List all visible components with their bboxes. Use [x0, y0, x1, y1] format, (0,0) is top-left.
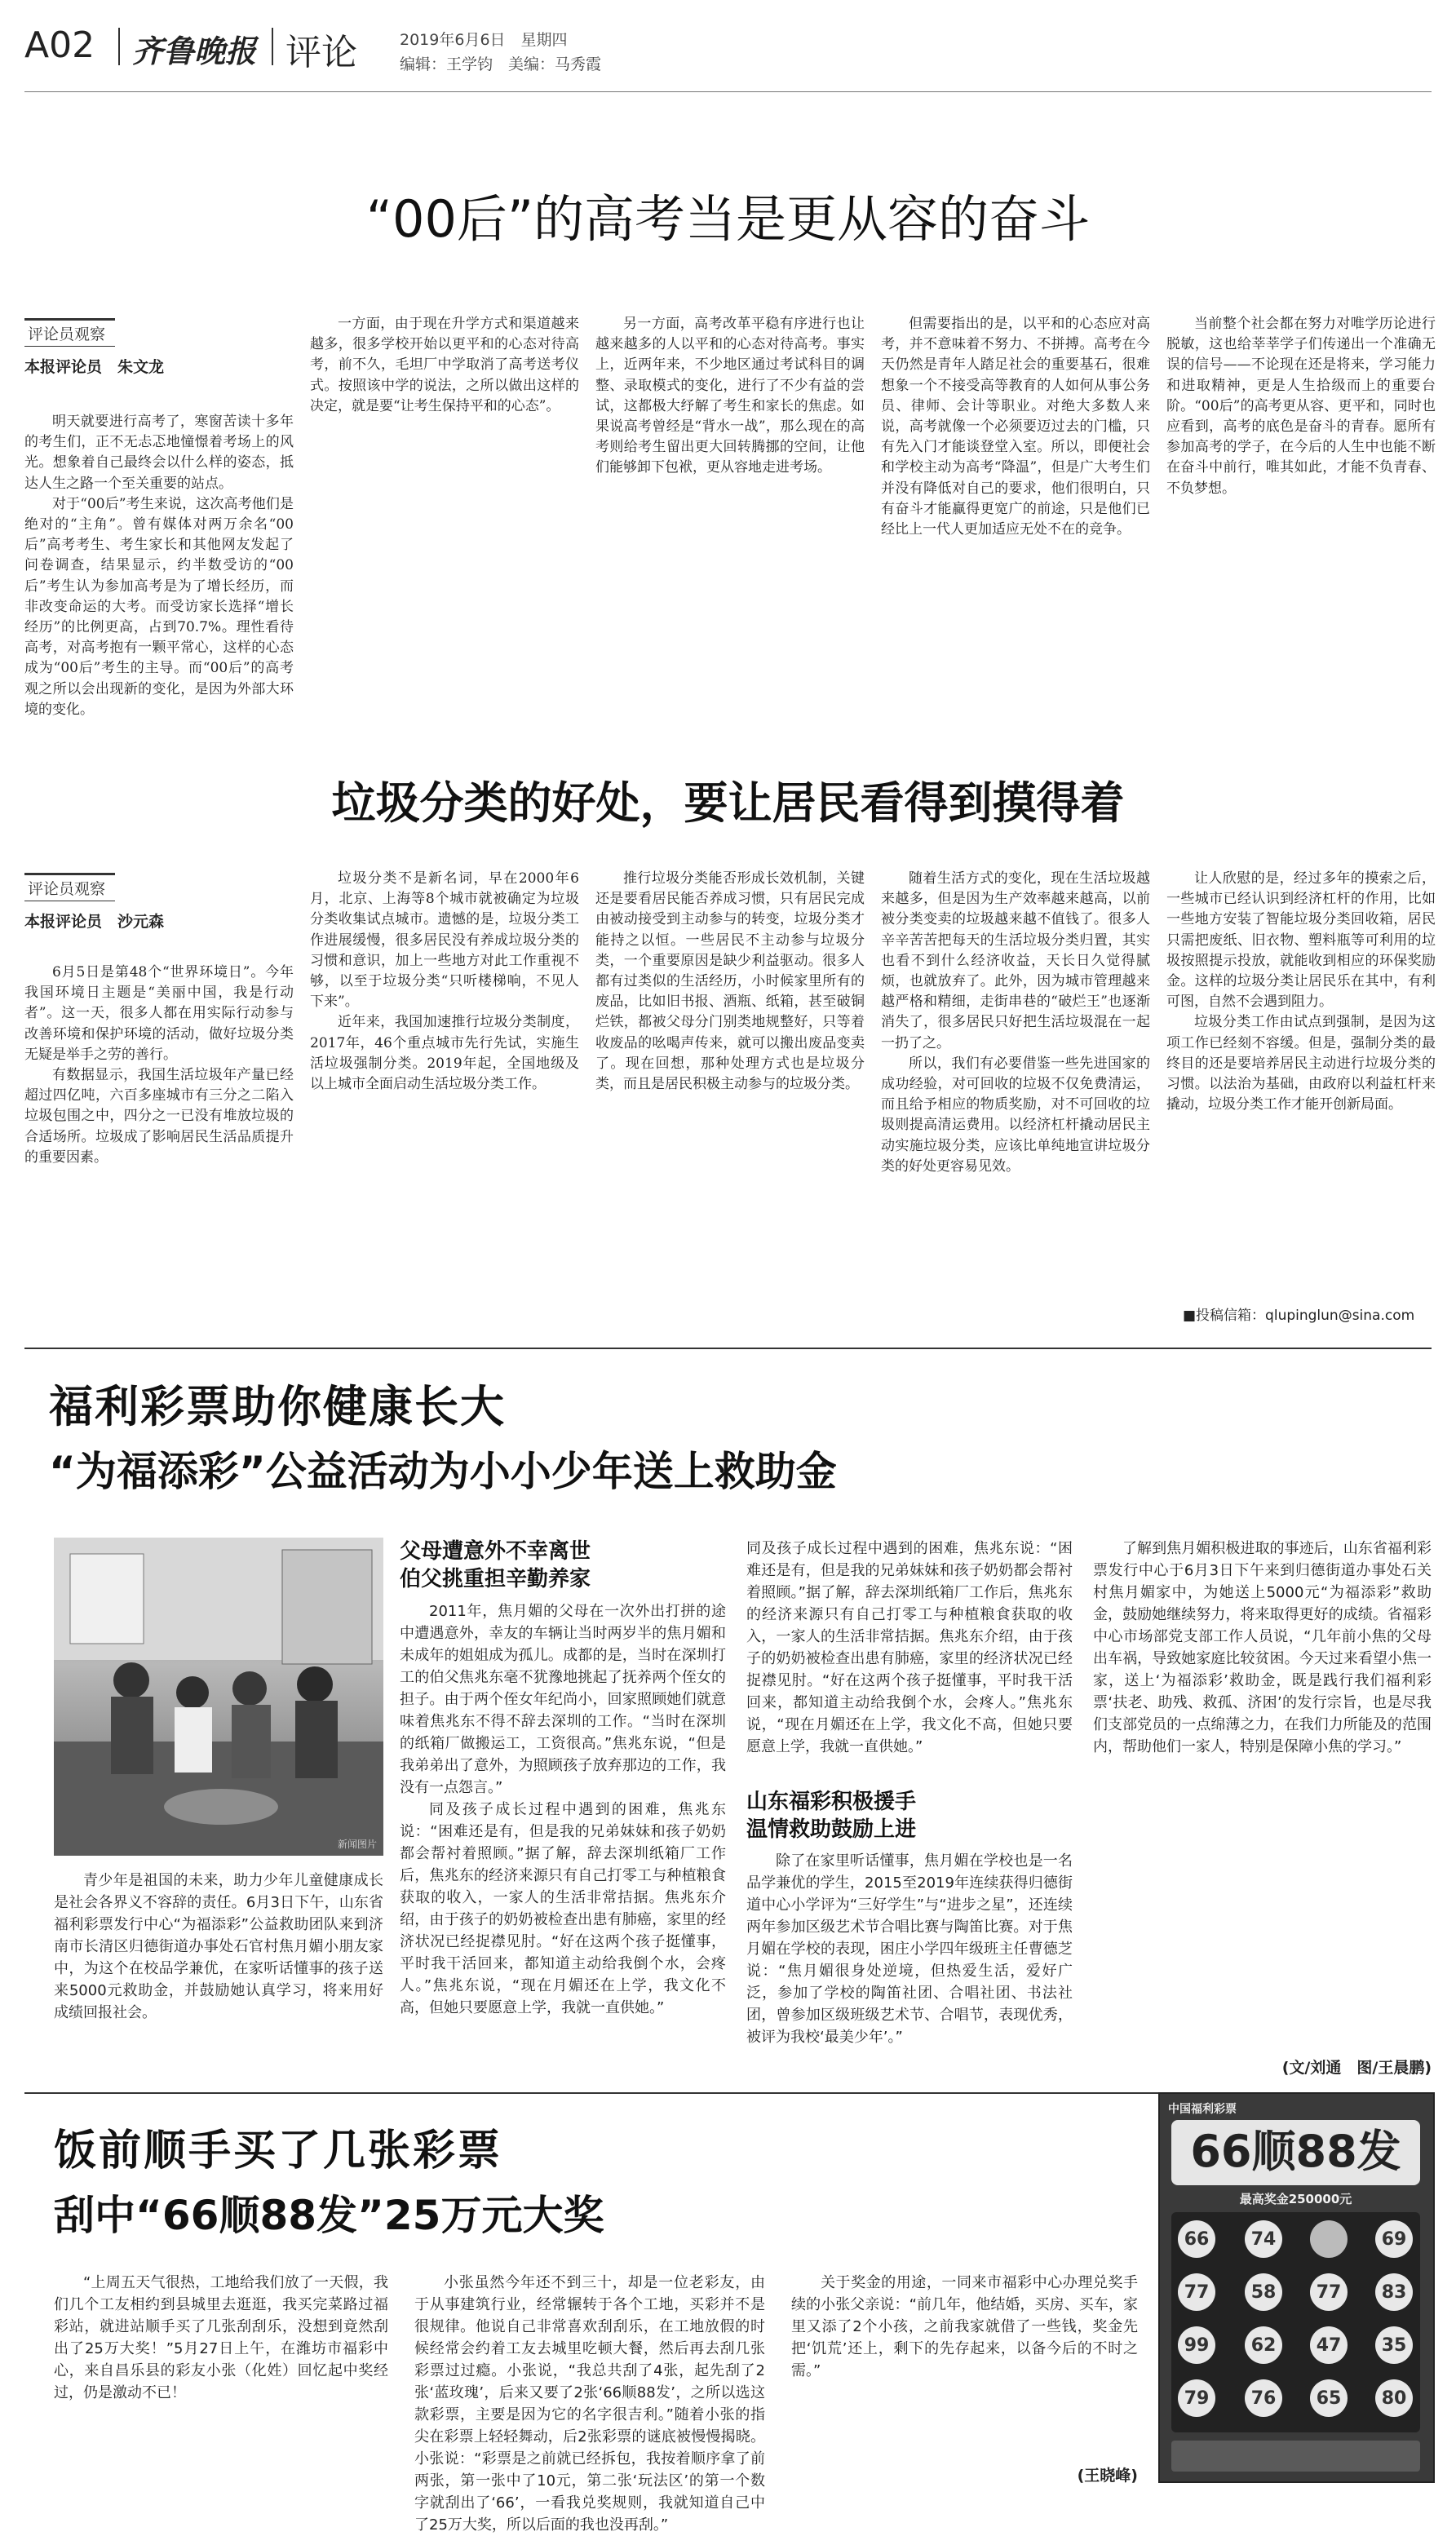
article2-col-5	[1166, 869, 1436, 1293]
paragraph: “上周五天气很热，工地给我们放了一天假，我们几个工友相约到县城里去逛逛，我买完菜路过福彩站，就进站顺手买了几张刮刮乐，没想到竟然刮出了25万大奖！”5月27日上午，在潍坊市福彩中心，来自昌乐县的彩友小张（化姓）回忆起中奖经过，仍是激动不已！	[54, 2274, 388, 2401]
paragraph: 明天就要进行高考了，寒窗苦读十多年的考生们，正不无忐忑地憧憬着考场上的风光。想象着自己最终会以什么样的姿态，抵达人生之路一个至关重要的站点。	[24, 414, 294, 492]
paragraph: 关于奖金的用途，一同来市福彩中心办理兑奖手续的小张父亲说：“前几年，他结婚，买房、买车，家里又添了2个小孩，之前我家就借了一些钱，奖金先把‘饥荒’还上，剩下的先存起来，以备今后的不时之需。”	[791, 2274, 1138, 2379]
paragraph: 2011年，焦月媚的父母在一次外出打拼的途中遭遇意外，幸友的车辆让当时两岁半的焦月媚和未成年的姐姐成为孤儿。成都的是，当时在深圳打工的伯父焦兆东毫不犹豫地挑起了抚养两个侄女的担子。由于两个侄女年纪尚小，回家照顾她们就意味着焦兆东不得不辞去深圳的工作。“当时在深圳的纸箱厂做搬运工，工资很高。”焦兆东说，“但是我弟弟出了意外，为照顾孩子放弃那边的工作，我没有一点怨言。”	[400, 1603, 726, 1796]
ticket-number: 65	[1310, 2379, 1348, 2417]
article3-subhead2	[746, 1788, 1073, 1843]
ticket-number: 77	[1178, 2273, 1215, 2311]
paragraph: 一方面，由于现在升学方式和渠道越来越多，很多学校开始以更平和的心态对待高考，前不久，毛坦厂中学取消了高考送考仪式。按照该中学的说法，之所以做出这样的决定，就是要“让考生保持平和的心态”。	[310, 316, 579, 414]
paragraph: 近年来，我国加速推行垃圾分类制度，2017年，46个重点城市先行先试，实施生活垃圾强制分类。2019年起，全国地级及以上城市全面启动生活垃圾分类工作。	[310, 1014, 579, 1093]
article3-col-2	[400, 1600, 726, 2080]
ticket-number: 47	[1310, 2326, 1348, 2364]
paragraph: 对于“00后”考生来说，这次高考他们是绝对的“主角”。曾有媒体对两万余名“00后”高考考生、考生家长和其他网友发起了问卷调查，结果显示，约半数受访的“00后”考生认为参加高考是为了增长经历，而非改变命运的大考。而受访家长选择“增长经历”的比例更高，占到70.7%。理性看待高考，对高考抱有一颗平常心，这样的心态成为“00后”考生的主导。而“00后”的高考观之所以会出现新的变化，是因为外部大环境的变化。	[24, 495, 294, 718]
ticket-brand: 中国福利彩票	[1168, 2103, 1237, 2116]
ticket-footer	[1171, 2441, 1420, 2472]
ticket-number: 58	[1245, 2273, 1282, 2311]
paragraph: 同及孩子成长过程中遇到的困难，焦兆东说：“困难还是有，但是我的兄弟妹妹和孩子奶奶都会帮衬着照顾。”据了解，辞去深圳纸箱厂工作后，焦兆东的经济来源只有自己打零工与种植粮食获取的收入，一家人的生活非常拮据。焦兆东介绍，由于孩子的奶奶被检查出患有肺癌，家里的经济状况已经捉襟见肘。“好在这两个孩子挺懂事，平时我干活回来，都知道主动给我倒个水，会疼人。”焦兆东说，“现在月媚还在上学，我文化不高，但她只要愿意上学，我就一直供她。”	[400, 1801, 726, 2016]
article2-col-3	[595, 869, 865, 1338]
news-photo	[54, 1538, 383, 1856]
ticket-number: 62	[1245, 2326, 1282, 2364]
article3-headline-line1: 福利彩票助你健康长大	[49, 1381, 506, 1432]
article1-col-4	[881, 314, 1150, 657]
issue-date: 2019年6月6日 星期四	[400, 31, 568, 49]
article3-col-4	[1093, 1538, 1432, 2053]
ticket-title-panel	[1171, 2120, 1420, 2185]
ticket-number: 99	[1178, 2326, 1215, 2364]
ticket-number: 83	[1375, 2273, 1413, 2311]
article1-col-1	[24, 412, 294, 718]
article4-headline-line1: 饭前顺手买了几张彩票	[54, 2127, 503, 2175]
article3-col-3b	[746, 1850, 1073, 2080]
photo-caption: 新闻图片	[337, 1839, 377, 1850]
paragraph: 了解到焦月媚积极进取的事迹后，山东省福利彩票发行中心于6月3日下午来到归德街道办事处石关村焦月媚家中，为她送上5000元“为福添彩”救助金，鼓励她继续努力，将来取得更好的成绩。省福彩中心市场部党支部工作人员说，“几年前小焦的父母出车祸，导致她家庭比较贫困。今天过来看望小焦一家，送上‘为福添彩’救助金，既是践行我们福利彩票‘扶老、助残、救孤、济困’的发行宗旨，也是尽我们支部党员的一点绵薄之力，在我们力所能及的范围内，帮助他们一家人，特别是保障小焦的学习。”	[1093, 1540, 1432, 1755]
article2-col-4	[881, 869, 1150, 1338]
header-divider	[118, 28, 120, 65]
editors-line: 编辑：王学钧 美编：马秀霞	[400, 55, 602, 73]
header-rule	[24, 91, 1432, 92]
article1-headline: “00后”的高考当是更从容的奋斗	[365, 189, 1091, 249]
ticket-number: 80	[1375, 2379, 1413, 2417]
paper-logo: 齐鲁晚报	[132, 33, 257, 69]
article4-col-3	[791, 2272, 1138, 2459]
author-name: 本报评论员 朱文龙	[24, 358, 165, 376]
paragraph: 同及孩子成长过程中遇到的困难，焦兆东说：“困难还是有，但是我的兄弟妹妹和孩子奶奶都会帮衬着照顾。”据了解，辞去深圳纸箱厂工作后，焦兆东的经济来源只有自己打零工与种植粮食获取的收入，一家人的生活非常拮据。焦兆东介绍，由于孩子的奶奶被检查出患有肺癌，家里的经济状况已经捉襟见肘。“好在这两个孩子挺懂事，平时我干活回来，都知道主动给我倒个水，会疼人。”焦兆东说，“现在月媚还在上学，我文化不高，但她只要愿意上学，我就一直供她。”	[746, 1540, 1073, 1755]
column-tag: 评论员观察	[24, 873, 115, 901]
page-header	[0, 0, 1456, 94]
paragraph: 所以，我们有必要借鉴一些先进国家的成功经验，对可回收的垃圾不仅免费清运，而且给予相应的物质奖励，对不可回收的垃圾则提高清运费用。以经济杠杆撬动居民主动实施垃圾分类，应该比单纯地宣讲垃圾分类的好处更容易见效。	[881, 1055, 1150, 1175]
lottery-ticket	[1158, 2092, 1435, 2483]
paragraph: 垃圾分类工作由试点到强制，是因为这项工作已经刻不容缓。但是，强制分类的最终目的还是要培养居民主动进行垃圾分类的习惯。以法治为基础，由政府以利益杠杆来撬动，垃圾分类工作才能开创新局面。	[1166, 1014, 1436, 1113]
subhead-line: 山东福彩积极援手	[746, 1790, 917, 1814]
article4-credit: (王晓峰)	[1077, 2467, 1138, 2485]
article3-credit: (文/刘通 图/王晨鹏)	[1281, 2059, 1432, 2077]
ticket-number	[1310, 2220, 1348, 2258]
paragraph: 除了在家里听话懂事，焦月媚在学校也是一名品学兼优的学生，2015至2019年连续获得归德街道中心小学评为“三好学生”与“进步之星”，还连续两年参加区级艺术节合唱比赛与陶笛比赛。对于焦月媚在学校的表现，困庄小学四年级班主任曹德芝说：“焦月媚很身处逆境，但热爱生活，爱好广泛，参加了学校的陶笛社团、合唱社团、书法社团，曾参加区级班级艺术节、合唱节，表现优秀，被评为我校‘最美少年’。”	[746, 1852, 1073, 2046]
paragraph: 青少年是祖国的未来，助力少年儿童健康成长是社会各界义不容辞的责任。6月3日下午，山东省福利彩票发行中心“为福添彩”公益救助团队来到济南市长清区归德街道办事处石官村焦月媚小朋友家中，为这个在校品学兼优，在家听话懂事的孩子送来5000元救助金，并鼓励她认真学习，将来用好成绩回报社会。	[54, 1872, 383, 2021]
ticket-number: 76	[1245, 2379, 1282, 2417]
ticket-play-area	[1171, 2212, 1420, 2432]
article3-lead	[54, 1870, 383, 2078]
article4-headline-line2: 刮中“66顺88发”25万元大奖	[54, 2192, 604, 2239]
ticket-number: 77	[1310, 2273, 1348, 2311]
column-tag: 评论员观察	[24, 318, 115, 347]
article2-byline	[24, 873, 294, 932]
subhead-line: 温情救助鼓励上进	[746, 1817, 917, 1842]
ticket-number: 79	[1178, 2379, 1215, 2417]
header-divider	[272, 28, 273, 65]
ticket-title: 66顺88发	[1190, 2126, 1401, 2177]
article4-col-2	[414, 2272, 765, 2534]
article3-headline-line2: “为福添彩”公益活动为小小少年送上救助金	[49, 1448, 837, 1495]
article3-subhead1	[400, 1538, 726, 1593]
article1-col-3	[595, 314, 865, 657]
email-note: ■投稿信箱：qlupinglun@sina.com	[1183, 1308, 1415, 1324]
paragraph: 有数据显示，我国生活垃圾年产量已经超过四亿吨，六百多座城市有三分之二陷入垃圾包围之中，四分之一已没有堆放垃圾的合适场所。垃圾成了影响居民生活品质提升的重要因素。	[24, 1067, 294, 1166]
ticket-number: 74	[1245, 2220, 1282, 2258]
page-number: A02	[24, 24, 95, 66]
ticket-number: 69	[1375, 2220, 1413, 2258]
article1-col-2	[310, 314, 579, 657]
article1-col-5	[1166, 314, 1436, 657]
ticket-prize-line: 最高奖金250000元	[1239, 2192, 1352, 2206]
paragraph: 让人欣慰的是，经过多年的摸索之后，一些城市已经认识到经济杠杆的作用，比如一些地方安装了智能垃圾分类回收箱，居民只需把废纸、旧衣物、塑料瓶等可利用的垃圾按照提示投放，就能收到相应的环保奖励金。这样的垃圾分类让居民乐在其中，有利可图，自然不会遇到阻力。	[1166, 870, 1436, 1011]
article2-col-2	[310, 869, 579, 1338]
ticket-number: 66	[1178, 2220, 1215, 2258]
article3-col-3a	[746, 1538, 1073, 1778]
section-name: 评论	[285, 32, 357, 73]
article1-byline	[24, 318, 294, 377]
photo-scene	[54, 1538, 383, 1856]
article2-col-1	[24, 963, 294, 1338]
paragraph: 但需要指出的是，以平和的心态应对高考，并不意味着不努力、不拼搏。高考在今天仍然是青年人踏足社会的重要基石，很难想象一个不接受高等教育的人如何从事公务员、律师、会计等职业。对绝大多数人来说，高考就像一个必须要迈过去的门槛，只有先入门才能谈登堂入室。所以，即便社会和学校主动为高考“降温”，但是广大考生们并没有降低对自己的要求，他们很明白，只有奋斗才能赢得更宽广的前途，只是他们已经比上一代人更加适应无处不在的竞争。	[881, 316, 1150, 538]
section-rule	[24, 1348, 1432, 1349]
ticket-number: 35	[1375, 2326, 1413, 2364]
paragraph: 推行垃圾分类能否形成长效机制，关键还是要看居民能否养成习惯，只有居民完成由被动接受到主动参与的转变，垃圾分类才能持之以恒。一些居民不主动参与垃圾分类，一个重要原因是缺少利益驱动。很多人都有过类似的生活经历，小时候家里所有的废品，比如旧书报、酒瓶、纸箱，甚至破铜烂铁，都被父母分门别类地规整好，只等着收废品的吆喝声传来，就可以搬出废品变卖了。现在回想，那种处理方式也是垃圾分类，而且是居民积极主动参与的垃圾分类。	[595, 870, 865, 1093]
paragraph: 随着生活方式的变化，现在生活垃圾越来越多，但是因为生产效率越来越高，以前被分类变卖的垃圾越来越不值钱了。很多人辛辛苦苦把每天的生活垃圾分类归置，其实也看不到什么经济收益，天长日久觉得腻烦，也就放弃了。此外，因为城市管理越来越严格和精细，走街串巷的“破烂王”也逐渐消失了，很多居民只好把生活垃圾混在一起一扔了之。	[881, 870, 1150, 1051]
subhead-line: 父母遭意外不幸离世	[400, 1539, 591, 1564]
article4-col-1	[54, 2272, 388, 2476]
paragraph: 垃圾分类不是新名词，早在2000年6月，北京、上海等8个城市就被确定为垃圾分类收集试点城市。遗憾的是，垃圾分类工作进展缓慢，很多居民没有养成垃圾分类的习惯和意识，加上一些地方对此工作重视不够，以至于垃圾分类“只听楼梯响，不见人下来”。	[310, 870, 579, 1011]
paragraph: 6月5日是第48个“世界环境日”。今年我国环境日主题是“美丽中国，我是行动者”。这一天，很多人都在用实际行动参与改善环境和保护环境的活动，做好垃圾分类无疑是举手之劳的善行。	[24, 964, 294, 1063]
paragraph: 另一方面，高考改革平稳有序进行也让越来越多的人以平和的心态对待高考。事实上，近两年来，不少地区通过考试科目的调整、录取模式的变化，进行了不少有益的尝试，这都极大纾解了考生和家长的焦虑。如果说高考曾经是“背水一战”，那么现在的高考则给考生留出更大回转腾挪的空间，让他们能够卸下包袱，更从容地走进考场。	[595, 316, 865, 476]
paragraph: 当前整个社会都在努力对唯学历论进行脱敏，这也给莘莘学子们传递出一个准确无误的信号——不论现在还是将来，学习能力和进取精神，更是人生拾级而上的重要台阶。“00后”的高考更从容、更平和，同时也应看到，高考的底色是奋斗的青春。愿所有参加高考的学子，在今后的人生中也能不断在奋斗中前行，唯其如此，才能不负青春、不负梦想。	[1166, 316, 1436, 497]
article2-headline: 垃圾分类的好处，要让居民看得到摸得着	[331, 777, 1125, 829]
subhead-line: 伯父挑重担辛勤养家	[400, 1567, 591, 1591]
author-name: 本报评论员 沙元森	[24, 913, 165, 931]
paragraph: 小张虽然今年还不到三十，却是一位老彩友，由于从事建筑行业，经常辗转于各个工地，买彩并不是很规律。他说自己非常喜欢刮刮乐，在工地放假的时候经常会约着工友去城里吃顿大餐，然后再去刮几张彩票过过瘾。小张说，“我总共刮了4张，起先刮了2张‘蓝玫瑰’，后来又要了2张‘66顺88发’，之所以选这款彩票，主要是因为它的名字很吉利。”随着小张的指尖在彩票上轻轻舞动，后2张彩票的谜底被慢慢揭晓。小张说：“彩票是之前就已经拆包，我按着顺序拿了前两张，第一张中了10元，第二张‘玩法区’的第一个数字就刮出了‘66’，一看我兑奖规则，我就知道自己中了25万大奖，所以后面的我也没再刮。”	[414, 2274, 765, 2534]
